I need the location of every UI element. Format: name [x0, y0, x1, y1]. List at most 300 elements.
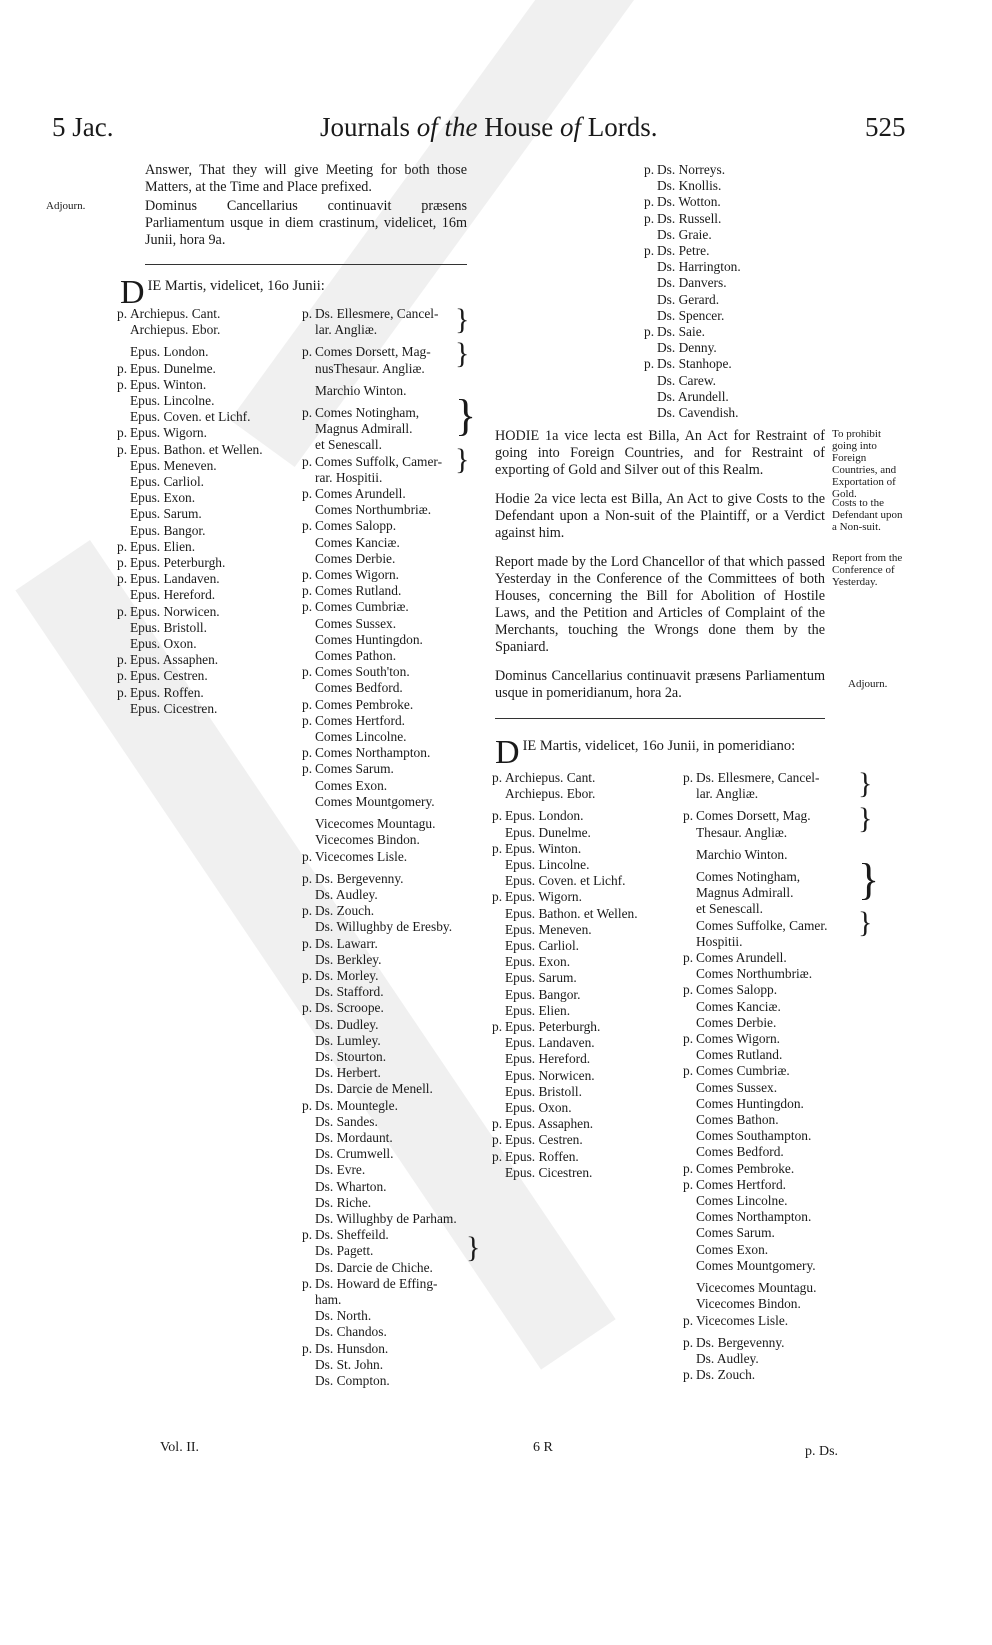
- list-item: [117, 409, 292, 425]
- present-marker: p.: [492, 1019, 503, 1035]
- present-marker: p.: [683, 1176, 694, 1192]
- list-item: [117, 393, 292, 409]
- present-marker: p.: [302, 712, 313, 728]
- list-item: [302, 761, 482, 777]
- list-item: [492, 808, 672, 824]
- volume-mark: Vol. II.: [160, 1440, 200, 1455]
- peer-name: Ds. Crumwell.: [315, 1146, 394, 1162]
- peer-name: Vicecomes Lisle.: [315, 848, 408, 864]
- list-item: [302, 486, 482, 502]
- present-marker: p.: [644, 210, 655, 226]
- peer-name: Comes Lincolne.: [696, 1193, 788, 1209]
- list-item: [117, 442, 292, 458]
- peer-name: Epus. Norwicen.: [505, 1067, 595, 1083]
- peer-name: Ds. Carew.: [657, 372, 717, 388]
- present-marker: p.: [302, 1340, 313, 1356]
- present-marker: p.: [117, 571, 128, 587]
- peer-name: Ds. Morley.: [315, 967, 379, 983]
- list-item: [302, 1260, 482, 1276]
- peer-name: Ds. Mountegle.: [315, 1097, 398, 1113]
- peer-name: Comes Cumbriæ.: [315, 599, 409, 615]
- brace: }: [455, 337, 470, 370]
- peer-name: Epus. London.: [130, 344, 209, 360]
- peer-name: Comes Hertford.: [696, 1176, 786, 1192]
- list-item: [302, 1146, 482, 1162]
- attendance-list-bishops: [117, 306, 292, 717]
- present-marker: p.: [302, 696, 313, 712]
- list-item: [117, 377, 292, 393]
- peer-name: Comes Sarum.: [696, 1225, 775, 1241]
- present-marker: p.: [302, 599, 313, 615]
- present-marker: p.: [302, 935, 313, 951]
- present-marker: p.: [117, 306, 128, 321]
- peer-name: Comes Northampton.: [315, 745, 431, 761]
- peer-name: Epus. Peterburgh.: [130, 555, 226, 571]
- brace: }: [466, 1231, 481, 1264]
- peer-name: Comes Northampton.: [696, 1209, 812, 1225]
- peer-name: Ds. Saie.: [657, 324, 705, 340]
- peer-name: Epus. Dunelme.: [505, 824, 591, 840]
- list-item: [117, 685, 292, 701]
- peer-name: rar. Hospitii.: [315, 469, 383, 485]
- peer-name: Ds. Zouch.: [315, 903, 375, 919]
- present-marker: p.: [117, 603, 128, 619]
- list-item: [117, 361, 292, 377]
- peer-name: Ds. Wotton.: [657, 194, 721, 210]
- peer-name: ham.: [315, 1291, 342, 1307]
- peer-name: Epus. Cicestren.: [130, 700, 218, 716]
- list-item: [492, 1165, 672, 1181]
- peer-name: Archiepus. Ebor.: [130, 322, 221, 338]
- peer-name: Ds. Arundell.: [657, 388, 729, 404]
- present-marker: p.: [302, 567, 313, 583]
- list-item: [302, 664, 482, 680]
- list-item: [302, 1162, 482, 1178]
- list-item: [683, 1161, 863, 1177]
- peer-name: Ds. Gerard.: [657, 291, 720, 307]
- present-marker: p.: [302, 761, 313, 777]
- list-item: [302, 745, 482, 761]
- list-item: [117, 604, 292, 620]
- drop-cap: D: [120, 274, 145, 311]
- peer-name: Comes Cumbriæ.: [696, 1063, 790, 1079]
- list-item: [302, 778, 482, 794]
- peer-name: Epus. Bristoll.: [505, 1083, 583, 1099]
- list-item: [302, 1324, 482, 1340]
- attendance-list-bishops-afternoon: [492, 770, 672, 1181]
- list-item: [117, 555, 292, 571]
- peer-name: Comes Bedford.: [315, 680, 403, 696]
- list-item: [492, 1100, 672, 1116]
- list-item: [302, 887, 482, 903]
- present-marker: p.: [302, 344, 313, 360]
- attendance-list-lords-afternoon: [683, 770, 863, 1383]
- peer-name: Ds. North.: [315, 1308, 372, 1324]
- list-item: [644, 340, 824, 356]
- list-item: [302, 1357, 482, 1373]
- list-item: [683, 1128, 863, 1144]
- list-item: [644, 227, 824, 243]
- peer-name: Ds. Herbert.: [315, 1065, 381, 1081]
- peer-name: Epus. Bangor.: [130, 522, 206, 538]
- list-item: [302, 1098, 482, 1114]
- peer-name: Ds. Dudley.: [315, 1016, 379, 1032]
- list-item: [683, 934, 863, 950]
- present-marker: p.: [302, 1097, 313, 1113]
- list-item: [683, 869, 863, 885]
- peer-name: Ds. Audley.: [696, 1350, 759, 1366]
- list-item: [302, 535, 482, 551]
- list-item: [302, 616, 482, 632]
- list-item: [117, 587, 292, 603]
- present-marker: p.: [492, 1132, 503, 1148]
- peer-name: Epus. Carliol.: [130, 474, 205, 490]
- list-item: [302, 583, 482, 599]
- list-item: [492, 1019, 672, 1035]
- peer-name: Ds. Berkley.: [315, 951, 382, 967]
- bill-paragraph: Hodie 2a vice lecta est Billa, An Act to give Costs to the Defendant upon a Non-suit of the Plaintiff, or a Verdict against him.: [495, 491, 825, 541]
- present-marker: p.: [683, 770, 694, 785]
- peer-name: Epus. Hereford.: [130, 587, 216, 603]
- peer-name: Comes Bedford.: [696, 1144, 784, 1160]
- list-item: [683, 1258, 863, 1274]
- signature-mark: 6 R: [533, 1440, 553, 1455]
- peer-name: Ds. Compton.: [315, 1373, 390, 1388]
- peer-name: Ds. Darcie de Menell.: [315, 1081, 433, 1097]
- list-item: [644, 308, 824, 324]
- present-marker: p.: [683, 1160, 694, 1176]
- peer-name: Comes Dorsett, Mag.: [696, 808, 811, 824]
- list-item: [117, 344, 292, 360]
- list-item: [302, 849, 482, 865]
- peer-name: Comes Suffolk, Camer-: [315, 453, 443, 469]
- present-marker: p.: [683, 1031, 694, 1047]
- list-item: [644, 373, 824, 389]
- peer-name: Ds. Denny.: [657, 340, 717, 356]
- present-marker: p.: [644, 162, 655, 177]
- list-item: [302, 1373, 482, 1389]
- list-item: [302, 1211, 482, 1227]
- peer-name: lar. Angliæ.: [315, 322, 378, 338]
- margin-note: To prohibit going into Foreign Countries, and Exportation of Gold.: [832, 428, 897, 500]
- present-marker: p.: [117, 652, 128, 668]
- list-item: [683, 1351, 863, 1367]
- peer-name: Epus. Landaven.: [505, 1035, 595, 1051]
- list-item: [683, 901, 863, 917]
- list-item: [302, 1049, 482, 1065]
- peer-name: Comes Kanciæ.: [696, 998, 781, 1014]
- present-marker: p.: [117, 684, 128, 700]
- peer-name: Vicecomes Bindon.: [315, 832, 420, 848]
- list-item: [117, 458, 292, 474]
- peer-name: Ds. Petre.: [657, 243, 710, 259]
- list-item: [302, 1065, 482, 1081]
- peer-name: Epus. Lincolne.: [130, 393, 215, 409]
- list-item: [644, 178, 824, 194]
- peer-name: Ds. Hunsdon.: [315, 1340, 389, 1356]
- peer-name: Epus. Lincolne.: [505, 857, 590, 873]
- list-item: [117, 523, 292, 539]
- list-item: [683, 1335, 863, 1351]
- peer-name: Epus. Meneven.: [505, 921, 592, 937]
- list-item: [492, 938, 672, 954]
- list-item: [683, 847, 863, 863]
- peer-name: Ds. Mordaunt.: [315, 1129, 393, 1145]
- list-item: [117, 306, 292, 322]
- list-item: [644, 292, 824, 308]
- present-marker: p.: [492, 770, 503, 785]
- peer-name: Comes Salopp.: [315, 518, 397, 534]
- list-item: [492, 857, 672, 873]
- present-marker: p.: [683, 1312, 694, 1328]
- list-item: [117, 425, 292, 441]
- peer-name: Ds. Stourton.: [315, 1048, 387, 1064]
- peer-name: Comes Huntingdon.: [315, 631, 423, 647]
- list-item: [683, 1367, 863, 1383]
- peer-name: Epus. Assaphen.: [505, 1116, 594, 1132]
- peer-name: Epus. Hereford.: [505, 1051, 591, 1067]
- peer-name: Epus. Meneven.: [130, 457, 217, 473]
- list-item: [683, 982, 863, 998]
- peer-name: Epus. Elien.: [130, 538, 196, 554]
- present-marker: p.: [117, 425, 128, 441]
- list-item: [492, 889, 672, 905]
- list-item: [117, 636, 292, 652]
- list-item: [302, 1033, 482, 1049]
- peer-name: Ds. Sandes.: [315, 1113, 378, 1129]
- list-item: [302, 713, 482, 729]
- peer-name: Epus. Sarum.: [505, 970, 577, 986]
- margin-note-adjourn: Adjourn.: [46, 200, 86, 212]
- list-item: [302, 1227, 482, 1243]
- present-marker: p.: [683, 1334, 694, 1350]
- peer-name: Comes Pembroke.: [696, 1160, 795, 1176]
- list-item: [683, 950, 863, 966]
- list-item: [492, 1084, 672, 1100]
- list-item: [302, 1179, 482, 1195]
- present-marker: p.: [492, 1148, 503, 1164]
- peer-name: Ds. St. John.: [315, 1356, 384, 1372]
- list-item: [683, 1112, 863, 1128]
- peer-name: Comes Rutland.: [696, 1047, 783, 1063]
- peer-name: Epus. Coven. et Lichf.: [130, 409, 251, 425]
- attendance-list-lords-continued: [644, 162, 824, 421]
- present-marker: p.: [117, 538, 128, 554]
- list-item: [683, 1209, 863, 1225]
- list-item: [302, 919, 482, 935]
- peer-name: Ds. Spencer.: [657, 307, 725, 323]
- peer-name: Epus. London.: [505, 808, 584, 824]
- list-item: [117, 506, 292, 522]
- peer-name: Comes Huntingdon.: [696, 1095, 804, 1111]
- peer-name: Comes Pathon.: [315, 648, 397, 664]
- present-marker: p.: [117, 555, 128, 571]
- present-marker: p.: [683, 950, 694, 966]
- peer-name: Archiepus. Ebor.: [505, 786, 596, 802]
- peer-name: Epus. Assaphen.: [130, 652, 219, 668]
- present-marker: p.: [683, 1367, 694, 1383]
- present-marker: p.: [302, 903, 313, 919]
- list-item: [117, 652, 292, 668]
- list-item: [302, 1000, 482, 1016]
- peer-name: Epus. Norwicen.: [130, 603, 220, 619]
- present-marker: p.: [683, 1063, 694, 1079]
- peer-name: Comes Dorsett, Mag-: [315, 344, 431, 360]
- peer-name: Ds. Lawarr.: [315, 935, 378, 951]
- peer-name: Ds. Ellesmere, Cancel-: [315, 306, 439, 321]
- present-marker: p.: [644, 243, 655, 259]
- list-item: [492, 825, 672, 841]
- present-marker: p.: [302, 583, 313, 599]
- peer-name: Epus. Winton.: [130, 376, 207, 392]
- peer-name: Epus. Elien.: [505, 1002, 571, 1018]
- peer-name: Epus. Bathon. et Wellen.: [505, 905, 638, 921]
- peer-name: Epus. Roffen.: [505, 1148, 579, 1164]
- list-item: [683, 966, 863, 982]
- present-marker: p.: [644, 356, 655, 372]
- peer-name: Ds. Russell.: [657, 210, 722, 226]
- peer-name: Ds. Chandos.: [315, 1324, 387, 1340]
- present-marker: p.: [644, 194, 655, 210]
- present-marker: p.: [302, 967, 313, 983]
- peer-name: Hospitii.: [696, 933, 743, 949]
- present-marker: p.: [117, 376, 128, 392]
- present-marker: p.: [117, 668, 128, 684]
- peer-name: Comes Northumbriæ.: [696, 966, 813, 982]
- peer-name: Ds. Sheffeild.: [315, 1227, 389, 1243]
- present-marker: p.: [683, 982, 694, 998]
- list-item: [302, 648, 482, 664]
- list-item: [302, 1243, 482, 1259]
- list-item: [302, 1292, 482, 1308]
- list-item: [644, 243, 824, 259]
- peer-name: Comes Arundell.: [315, 486, 406, 502]
- list-item: [302, 968, 482, 984]
- present-marker: p.: [302, 405, 313, 421]
- peer-name: Ds. Bergevenny.: [696, 1334, 785, 1350]
- list-item: [302, 697, 482, 713]
- peer-name: Comes Sussex.: [315, 615, 397, 631]
- peer-name: Archiepus. Cant.: [505, 770, 596, 785]
- peer-name: Comes Derbie.: [315, 550, 396, 566]
- peer-name: Ds. Norreys.: [657, 162, 726, 177]
- brace: }: [455, 303, 470, 336]
- list-item: [683, 1280, 863, 1296]
- list-item: [683, 1225, 863, 1241]
- brace: }: [455, 443, 470, 476]
- brace: }: [858, 906, 873, 939]
- peer-name: Ds. Wharton.: [315, 1178, 387, 1194]
- peer-name: Comes Bathon.: [696, 1112, 779, 1128]
- peer-name: Comes Mountgomery.: [696, 1257, 816, 1273]
- peer-name: Ds. Zouch.: [696, 1367, 756, 1383]
- peer-name: Comes Pembroke.: [315, 696, 414, 712]
- margin-note: Costs to the Defendant upon a Non-suit.: [832, 497, 903, 533]
- list-item: [683, 1144, 863, 1160]
- list-item: [683, 786, 863, 802]
- list-item: [302, 1308, 482, 1324]
- present-marker: p.: [302, 518, 313, 534]
- list-item: [644, 389, 824, 405]
- peer-name: Epus. Sarum.: [130, 506, 202, 522]
- peer-name: Ds. Danvers.: [657, 275, 727, 291]
- list-item: [492, 1116, 672, 1132]
- peer-name: Ds. Bergevenny.: [315, 870, 404, 886]
- list-item: [302, 1276, 482, 1292]
- list-item: [683, 1015, 863, 1031]
- peer-name: Ds. Cavendish.: [657, 405, 739, 421]
- report-paragraph: Report made by the Lord Chancellor of that which passed Yesterday in the Conference of the Committees of both Houses, concerning the Bill for Abolition of Hostile Laws, and the Petition and Articles of Complaint of the Merchants, touching the Wrongs done them by the Spaniard.: [495, 554, 825, 655]
- peer-name: Comes Southampton.: [696, 1128, 812, 1144]
- peer-name: Vicecomes Mountagu.: [696, 1280, 817, 1296]
- present-marker: p.: [492, 808, 503, 824]
- peer-name: Archiepus. Cant.: [130, 306, 221, 321]
- list-item: [302, 551, 482, 567]
- list-item: [683, 918, 863, 934]
- peer-name: Comes Kanciæ.: [315, 534, 400, 550]
- present-marker: p.: [644, 324, 655, 340]
- list-item: [683, 1193, 863, 1209]
- present-marker: p.: [117, 441, 128, 457]
- session-heading-morning: D IE Martis, videlicet, 16o Junii:: [120, 274, 325, 311]
- peer-name: Vicecomes Mountagu.: [315, 816, 436, 832]
- present-marker: p.: [492, 1116, 503, 1132]
- peer-name: Ds. Stanhope.: [657, 356, 732, 372]
- present-marker: p.: [302, 486, 313, 502]
- list-item: [492, 922, 672, 938]
- list-item: [683, 999, 863, 1015]
- catchword: p. Ds.: [805, 1444, 839, 1459]
- peer-name: Epus. Dunelme.: [130, 360, 216, 376]
- list-item: [302, 832, 482, 848]
- peer-name: nusThesaur. Angliæ.: [315, 360, 425, 376]
- peer-name: Epus. Cestren.: [130, 668, 208, 684]
- peer-name: Comes Hertford.: [315, 712, 405, 728]
- present-marker: p.: [302, 870, 313, 886]
- list-item: [644, 324, 824, 340]
- list-item: [492, 1149, 672, 1165]
- list-item: [302, 936, 482, 952]
- list-item: [492, 873, 672, 889]
- peer-name: Vicecomes Lisle.: [696, 1312, 789, 1328]
- present-marker: p.: [683, 808, 694, 824]
- peer-name: Ds. Scroope.: [315, 1000, 384, 1016]
- margin-note: Report from the Conference of Yesterday.: [832, 552, 903, 588]
- peer-name: Epus. Coven. et Lichf.: [505, 873, 626, 889]
- present-marker: p.: [302, 848, 313, 864]
- present-marker: p.: [302, 664, 313, 680]
- list-item: [683, 1296, 863, 1312]
- peer-name: Ds. Harrington.: [657, 259, 741, 275]
- list-item: [302, 903, 482, 919]
- list-item: [117, 701, 292, 717]
- present-marker: p.: [492, 889, 503, 905]
- peer-name: Epus. Exon.: [130, 490, 196, 506]
- peer-name: Ds. Pagett.: [315, 1243, 374, 1259]
- running-head-left: 5 Jac.: [52, 112, 114, 142]
- list-item: [302, 599, 482, 615]
- peer-name: Epus. Wigorn.: [130, 425, 207, 441]
- rule: [495, 718, 825, 719]
- peer-name: Comes Wigorn.: [696, 1031, 781, 1047]
- list-item: [492, 1051, 672, 1067]
- peer-name: Epus. Bangor.: [505, 986, 581, 1002]
- list-item: [644, 356, 824, 372]
- rule: [145, 264, 467, 265]
- peer-name: et Senescall.: [315, 437, 382, 453]
- list-item: [683, 808, 863, 824]
- session-heading-afternoon: D IE Martis, videlicet, 16o Junii, in pomeridiano:: [495, 734, 796, 771]
